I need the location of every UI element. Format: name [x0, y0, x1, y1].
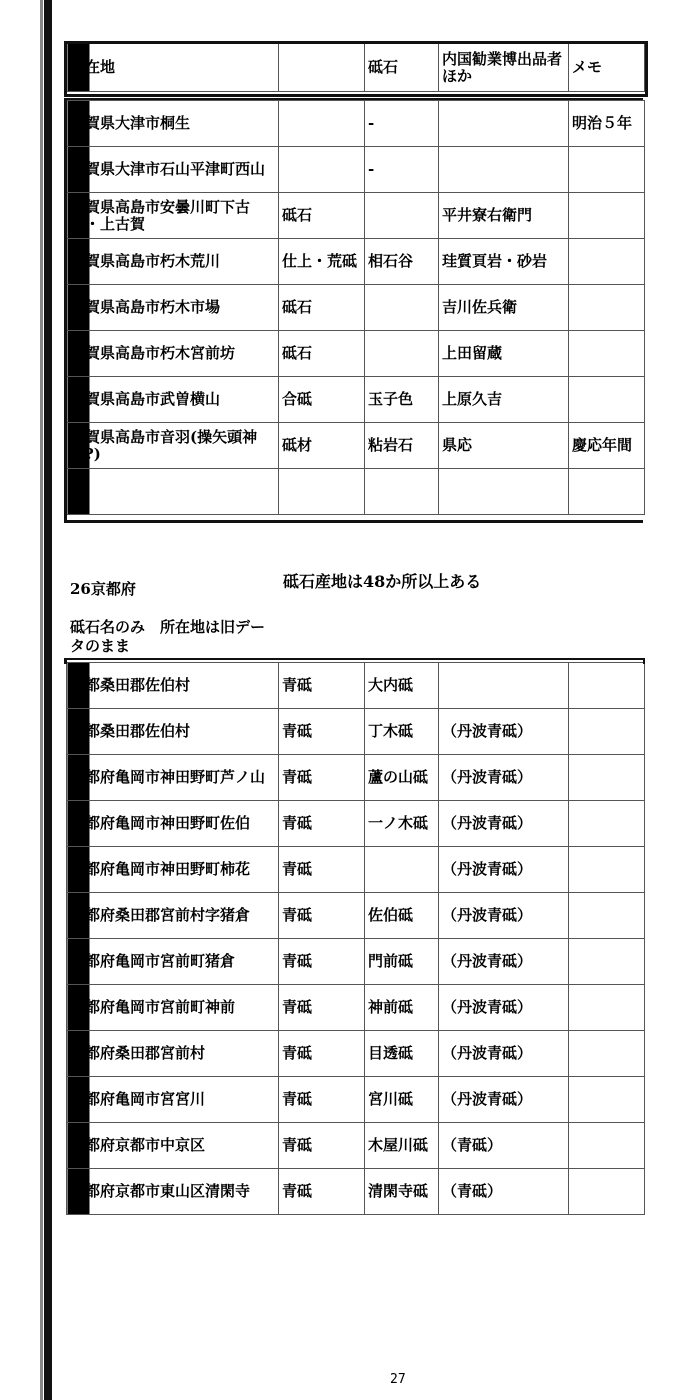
table-cell: 京都府京都市東山区清閑寺: [67, 1169, 279, 1215]
table-cell: （丹波青砥）: [439, 939, 569, 985]
table-cell: [569, 893, 645, 939]
table-cell: 明治５年: [569, 101, 645, 147]
table-cell: （丹波青砥）: [439, 709, 569, 755]
table-row: [67, 847, 645, 893]
table-row: [67, 1077, 645, 1123]
table-cell: 滋賀県高島市朽木荒川: [67, 239, 279, 285]
page-number: 27: [390, 1372, 406, 1387]
table-row: [67, 1169, 645, 1215]
table-cell: 砥石: [279, 285, 365, 331]
table-cell: 青砥: [279, 893, 365, 939]
table-cell: [569, 847, 645, 893]
table-cell: 青砥: [279, 801, 365, 847]
table-row: [67, 755, 645, 801]
table-cell: 京都府亀岡市神田野町佐伯: [67, 801, 279, 847]
table-cell: 佐伯砥: [365, 893, 439, 939]
table-cell: 砥石: [279, 193, 365, 239]
table-cell: 京都府亀岡市神田野町柿花: [67, 847, 279, 893]
table-cell: [569, 755, 645, 801]
table-cell: [569, 1031, 645, 1077]
kyoto-subnote: 砥石名のみ 所在地は旧データのまま: [70, 618, 266, 655]
table-cell: 滋賀県大津市桐生: [67, 101, 279, 147]
table-cell: [365, 847, 439, 893]
table-cell: 目透砥: [365, 1031, 439, 1077]
kyoto-table: [66, 662, 645, 1215]
table-cell: 京都府亀岡市神田野町芦ノ山: [67, 755, 279, 801]
table-cell: 京都府亀岡市宮前町神前: [67, 985, 279, 1031]
table-cell: 蘆の山砥: [365, 755, 439, 801]
table-cell: -: [365, 101, 439, 147]
table-cell: [569, 709, 645, 755]
table-cell: 粘岩石: [365, 423, 439, 469]
table-cell: 滋賀県高島市朽木宮前坊: [67, 331, 279, 377]
table-cell: 滋賀県高島市朽木市場: [67, 285, 279, 331]
table-cell: 神前砥: [365, 985, 439, 1031]
table-cell: 珪質頁岩・砂岩: [439, 239, 569, 285]
table-cell: [569, 1123, 645, 1169]
kyoto-frame: [64, 658, 645, 664]
table-row: [67, 985, 645, 1031]
table-cell: 京都府桑田郡宮前村字猪倉: [67, 893, 279, 939]
table-cell: 門前砥: [365, 939, 439, 985]
table-cell: 丁木砥: [365, 709, 439, 755]
table-cell: （丹波青砥）: [439, 801, 569, 847]
table-cell: 青砥: [279, 663, 365, 709]
table-cell: 青砥: [279, 985, 365, 1031]
table-cell: 京都府亀岡市宮宮川: [67, 1077, 279, 1123]
table-cell: （青砥）: [439, 1123, 569, 1169]
header-whetstone: 砥石: [365, 44, 439, 92]
table-cell: 県応: [439, 423, 569, 469]
table-row: [67, 663, 645, 709]
table-cell: 滋賀県大津市石山平津町西山: [67, 147, 279, 193]
table-cell: 京都府亀岡市宮前町猪倉: [67, 939, 279, 985]
header-memo: メモ: [569, 44, 645, 92]
table-cell: 砥材: [279, 423, 365, 469]
table-cell: 一ノ木砥: [365, 801, 439, 847]
table-row: [67, 893, 645, 939]
table-cell: 砥石: [279, 331, 365, 377]
table-cell: 青砥: [279, 1123, 365, 1169]
table-cell: 宮川砥: [365, 1077, 439, 1123]
table-row: [67, 801, 645, 847]
table-cell: 慶応年間: [569, 423, 645, 469]
table-cell: 京都府桑田郡宮前村: [67, 1031, 279, 1077]
table-cell: 清閑寺砥: [365, 1169, 439, 1215]
table-cell: [569, 663, 645, 709]
table-cell: -: [365, 147, 439, 193]
kyoto-note: 砥石産地は48か所以上ある: [283, 572, 482, 591]
table-cell: （丹波青砥）: [439, 1077, 569, 1123]
table-cell: [569, 939, 645, 985]
table-cell: 木屋川砥: [365, 1123, 439, 1169]
table-cell: 滋賀県高島市音羽(操矢頭神山?): [67, 423, 279, 469]
table-cell: 青砥: [279, 709, 365, 755]
table-cell: 合砥: [279, 377, 365, 423]
table-row: [67, 939, 645, 985]
table-cell: 滋賀県高島市安曇川町下古賀・上古賀: [67, 193, 279, 239]
scan-shadow: [40, 0, 43, 1400]
table-cell: 平井寮右衛門: [439, 193, 569, 239]
scan-binding-edge: [44, 0, 52, 1400]
table-cell: 玉子色: [365, 377, 439, 423]
table-cell: 上原久吉: [439, 377, 569, 423]
table-cell: （丹波青砥）: [439, 755, 569, 801]
table-row: [67, 709, 645, 755]
table-cell: [569, 985, 645, 1031]
header-exhibitor: 内国勧業博出品者ほか: [439, 44, 569, 92]
table-cell: （青砥）: [439, 1169, 569, 1215]
table-cell: [569, 1169, 645, 1215]
table-cell: 京都桑田郡佐伯村: [67, 663, 279, 709]
header-location: 所在地: [67, 44, 279, 92]
table-cell: 吉川佐兵衛: [439, 285, 569, 331]
table-cell: 青砥: [279, 939, 365, 985]
table-cell: 相石谷: [365, 239, 439, 285]
table-cell: （丹波青砥）: [439, 985, 569, 1031]
table-cell: [439, 663, 569, 709]
table-row: [67, 1123, 645, 1169]
table-cell: （丹波青砥）: [439, 1031, 569, 1077]
table-cell: 青砥: [279, 755, 365, 801]
table-cell: 京都桑田郡佐伯村: [67, 709, 279, 755]
table-cell: 青砥: [279, 847, 365, 893]
table-cell: 青砥: [279, 1031, 365, 1077]
table-cell: 上田留蔵: [439, 331, 569, 377]
table-cell: 滋賀県高島市武曽横山: [67, 377, 279, 423]
table-cell: 青砥: [279, 1077, 365, 1123]
table-cell: 青砥: [279, 1169, 365, 1215]
table-cell: 仕上・荒砥: [279, 239, 365, 285]
header-frame: [64, 41, 648, 97]
table-cell: [569, 801, 645, 847]
table-row: [67, 1031, 645, 1077]
table-cell: [569, 1077, 645, 1123]
shiga-frame: [64, 98, 643, 523]
table-cell: 大内砥: [365, 663, 439, 709]
table-cell: （丹波青砥）: [439, 847, 569, 893]
kyoto-section-title: 26京都府: [70, 580, 136, 598]
table-cell: （丹波青砥）: [439, 893, 569, 939]
table-cell: 京都府京都市中京区: [67, 1123, 279, 1169]
